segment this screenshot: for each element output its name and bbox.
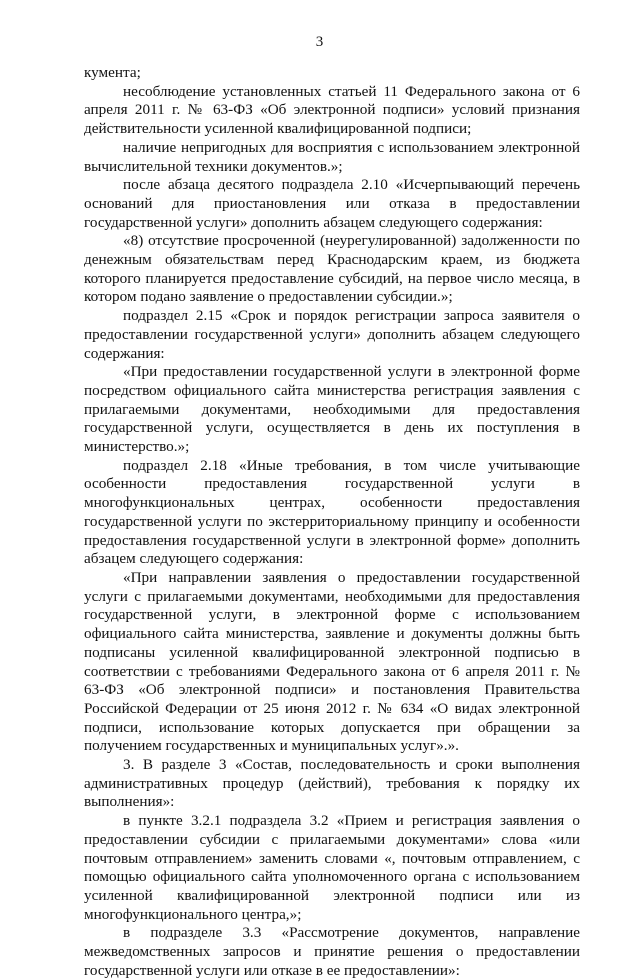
document-body <box>84 64 580 980</box>
page-number: 3 <box>315 34 324 50</box>
paragraph: в подразделе 3.3 «Рассмотрение документов, направление межведомственных запросов и принятие решения о предоставлении государственной услуги или отказе в ее предоставлении»: <box>84 924 580 979</box>
paragraph: подраздел 2.18 «Иные требования, в том числе учитывающие особенности предоставления государственной услуги в многофункциональных центрах, особенности предоставления государственной услуги по экстерриториальному принципу и особенности предоставления государственной услуги в электронной форме» дополнить абзацем следующего содержания: <box>84 456 580 568</box>
paragraph: «При предоставлении государственной услуги в электронной форме посредством официального сайта министерства регистрация заявления с прилагаемыми документами, необходимыми для предоставления государственной услуги, осуществляется в день их поступления в министерство.»; <box>84 363 580 456</box>
paragraph: в пункте 3.2.1 подраздела 3.2 «Прием и регистрация заявления о предоставлении субсидии с прилагаемыми документами» слова «или почтовым отправлением» заменить словами «, почтовым отправлением, с помощью официального сайта уполномоченного органа с использованием усиленной квалифицированной электронной подписи или из многофункционального центра,»; <box>84 812 580 923</box>
paragraph: кумента; <box>84 64 141 81</box>
paragraph: после абзаца десятого подраздела 2.10 «Исчерпывающий перечень оснований для приостановления или отказа в предоставлении государственной услуги» дополнить абзацем следующего содержания: <box>84 176 580 231</box>
paragraph: «При направлении заявления о предоставлении государственной услуги с прилагаемыми документами, необходимыми для предоставления государственной услуги, в электронной форме с использованием официального сайта министерства, заявление и документы должны быть подписаны усиленной квалифицированной электронной подписью в соответствии с требованиями Федерального закона от 6 апреля 2011 г. № 63-ФЗ «Об электронной подписи» и постановления Правительства Российской Федерации от 25 июня 2012 г. № 634 «О видах электронной подписи, использование которых допускается при обращении за получением государственных и муниципальных услуг».». <box>84 568 580 755</box>
paragraph: наличие непригодных для восприятия с использованием электронной вычислительной техники документов.»; <box>84 138 580 175</box>
paragraph: 3. В разделе 3 «Состав, последовательность и сроки выполнения административных процедур (действий), требования к порядку их выполнения»: <box>84 756 580 811</box>
paragraph: несоблюдение установленных статьей 11 Федерального закона от 6 апреля 2011 г. № 63-ФЗ «Об электронной подписи» условий признания действительности усиленной квалифицированной подписи; <box>84 82 580 138</box>
paragraph: «8) отсутствие просроченной (неурегулированной) задолженности по денежным обязательствам перед Краснодарским краем, из бюджета которого планируется предоставление субсидий, на первое число месяца, в котором подано заявление о предоставлении субсидии.»; <box>84 232 580 306</box>
paragraph: подраздел 2.15 «Срок и порядок регистрации запроса заявителя о предоставлении государственной услуги» дополнить абзацем следующего содержания: <box>84 307 580 362</box>
